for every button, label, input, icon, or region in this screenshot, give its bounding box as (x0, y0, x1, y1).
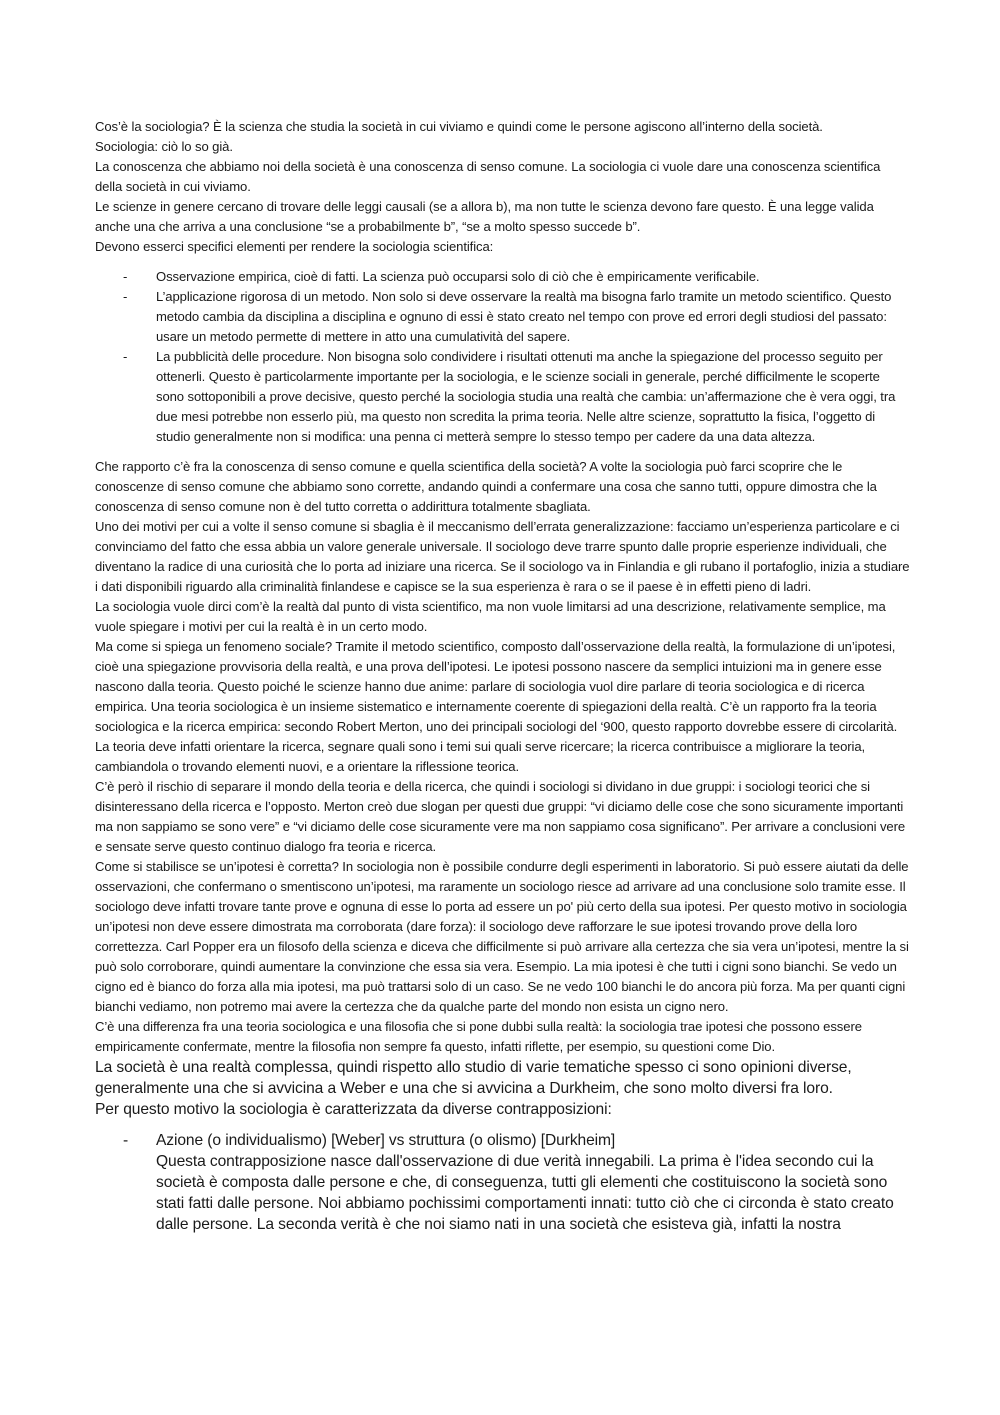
bullet-marker: - (123, 269, 128, 284)
paragraph-large: La società è una realtà complessa, quindi rispetto allo studio di varie tematiche spesso ci sono opinioni diverse, generalmente una che si avvicina a Weber e una che si avvicina a Durkheim, che sono molto diversi fra loro. (95, 1059, 852, 1097)
list-item (95, 347, 910, 447)
paragraph: La conoscenza che abbiamo noi della società è una conoscenza di senso comune. La sociologia ci vuole dare una conoscenza scientifica della società in cui viviamo. (95, 159, 881, 194)
list-item-text: Questa contrapposizione nasce dall'osservazione di due verità innegabili. La prima è l'idea secondo cui la società è composta dalle persone e che, di conseguenza, tutti gli elementi che costituiscono la società sono stati fatti dalle persone. Noi abbiamo pochissimi comportamenti innati: tutto ciò che ci circonda è stato creato dalle persone. La seconda verità è che noi siamo nati in una società che esisteva già, infatti la nostra (156, 1153, 894, 1233)
list-item (95, 1130, 910, 1235)
paragraph: Come si stabilisce se un’ipotesi è corretta? In sociologia non è possibile condurre degli esperimenti in laboratorio. Si può essere aiutati da delle osservazioni, che confermano o smentiscono un’ipotesi, ma raramente un sociologo riesce ad arrivare ad una conclusione solo tramite esse. Il sociologo deve infatti trovare tante prove e ognuna di esse lo porta ad essere un po' più certo della sua ipotesi. Per questo motivo in sociologia un’ipotesi non deve essere dimostrata ma corroborata (dare forza): il sociologo deve rafforzare le sue ipotesi trovando prove della loro correttezza. Carl Popper era un filosofo della scienza e diceva che difficilmente si può arrivare alla certezza che sia vera un’ipotesi, mentre la si può solo corroborare, quindi aumentare la convinzione che essa sia vera. Esempio. La mia ipotesi è che tutti i cigni sono bianchi. Se vedo un cigno ed è bianco do forza alla mia ipotesi, ma può trattarsi solo di un caso. Se ne vedo 100 bianchi le do ancora più forza. Ma per quanti cigni bianchi vediamo, non potremo mai avere la certezza che da qualche parte del mondo non esista un cigno nero. (95, 859, 909, 1014)
bullet-marker: - (123, 289, 128, 304)
bullet-marker: - (123, 1132, 129, 1149)
list-item-text: L’applicazione rigorosa di un metodo. Non solo si deve osservare la realtà ma bisogna farlo tramite un metodo scientifico. Questo metodo cambia da disciplina a disciplina e ognuno di essi è stato creato nel tempo con prove ed errori degli studiosi del passato: usare un metodo permette di mettere in atto una cumulatività del sapere. (156, 289, 892, 344)
paragraph: Cos’è la sociologia? È la scienza che studia la società in cui viviamo e quindi come le persone agiscono all’interno della società. (95, 119, 823, 134)
bullet-marker: - (123, 349, 128, 364)
list-item-title: Azione (o individualismo) [Weber] vs struttura (o olismo) [Durkheim] (156, 1132, 616, 1149)
paragraph: La sociologia vuole dirci com’è la realtà dal punto di vista scientifico, ma non vuole limitarsi ad una descrizione, relativamente semplice, ma vuole spiegare i motivi per cui la realtà è in un certo modo. (95, 599, 886, 634)
paragraph: Che rapporto c’è fra la conoscenza di senso comune e quella scientifica della società? A volte la sociologia può farci scoprire che le conoscenze di senso comune che abbiamo sono corrette, andando quindi a confermare una cosa che sanno tutti, oppure dimostra che la conoscenza di senso comune non è del tutto corretta o addirittura totalmente sbagliata. (95, 459, 877, 514)
paragraph-large: Per questo motivo la sociologia è caratterizzata da diverse contrapposizioni: (95, 1101, 612, 1118)
paragraph: C’è però il rischio di separare il mondo della teoria e della ricerca, che quindi i sociologi si dividano in due gruppi: i sociologi teorici che si disinteressano della ricerca e l’opposto. Merton creò due slogan per questi due gruppi: “vi diciamo delle cose che sono sicuramente importanti ma non sappiamo se sono vere” e “vi diciamo delle cose sicuramente vere ma non sappiamo cosa significano”. Per arrivare a conclusioni vere e sensate serve questo continuo dialogo fra teoria e ricerca. (95, 779, 906, 854)
list-item (95, 267, 910, 287)
document-body (95, 117, 910, 1235)
list-item-text: Osservazione empirica, cioè di fatti. La scienza può occuparsi solo di ciò che è empiricamente verificabile. (156, 269, 760, 284)
paragraph: Ma come si spiega un fenomeno sociale? Tramite il metodo scientifico, composto dall’osservazione della realtà, la formulazione di un’ipotesi, cioè una spiegazione provvisoria della realtà, e una prova dell’ipotesi. Le ipotesi possono nascere da semplici intuizioni ma in genere esse nascono dalla teoria. Questo poiché le scienze hanno due anime: parlare di sociologia vuol dire parlare di teoria sociologica e di ricerca empirica. Una teoria sociologica è un insieme sistematico e internamente coerente di spiegazioni della realtà. C’è un rapporto fra la teoria sociologica e la ricerca empirica: secondo Robert Merton, uno dei principali sociologi del ‘900, questo rapporto dovrebbe essere di circolarità. La teoria deve infatti orientare la ricerca, segnare quali sono i temi sui quali serve ricercare; la ricerca contribuisce a migliorare la teoria, cambiandola o trovando elementi nuovi, e a orientare la riflessione teorica. (95, 639, 898, 774)
elements-list (95, 267, 910, 447)
paragraph: Devono esserci specifici elementi per rendere la sociologia scientifica: (95, 239, 494, 254)
contrapposizioni-list (95, 1130, 910, 1235)
paragraph: C’è una differenza fra una teoria sociologica e una filosofia che si pone dubbi sulla realtà: la sociologia trae ipotesi che possono essere empiricamente confermate, mentre la filosofia non sempre fa questo, infatti riflette, per esempio, su questioni come Dio. (95, 1019, 862, 1054)
paragraph: Sociologia: ciò lo so già. (95, 139, 233, 154)
paragraph: Uno dei motivi per cui a volte il senso comune si sbaglia è il meccanismo dell’errata generalizzazione: facciamo un’esperienza particolare e ci convinciamo del fatto che essa abbia un valore generale universale. Il sociologo deve trarre spunto dalle proprie esperienze individuali, che diventano la radice di una curiosità che lo porta ad iniziare una ricerca. Se il sociologo va in Finlandia e gli rubano il portafoglio, inizia a studiare i dati disponibili riguardo alla criminalità finlandese e capisce se la sua esperienza è rara o se il paese è in effetti pieno di ladri. (95, 519, 910, 594)
list-item-text: La pubblicità delle procedure. Non bisogna solo condividere i risultati ottenuti ma anche la spiegazione del processo seguito per ottenerli. Questo è particolarmente importante per la sociologia, e le scienze sociali in generale, perché difficilmente le scoperte sono sottoponibili a prove decisive, questo perché la sociologia studia una realtà che cambia: un’affermazione che è vera oggi, tra due mesi potrebbe non esserlo più, ma questo non scredita la prima teoria. Nelle altre scienze, soprattutto la fisica, l’oggetto di studio generalmente non si modifica: una penna ci metterà sempre lo stesso tempo per cadere da una data altezza. (156, 349, 896, 444)
paragraph: Le scienze in genere cercano di trovare delle leggi causali (se a allora b), ma non tutte le scienza devono fare questo. È una legge valida anche una che arriva a una conclusione “se a probabilmente b”, “se a molto spesso succede b”. (95, 199, 874, 234)
list-item (95, 287, 910, 347)
